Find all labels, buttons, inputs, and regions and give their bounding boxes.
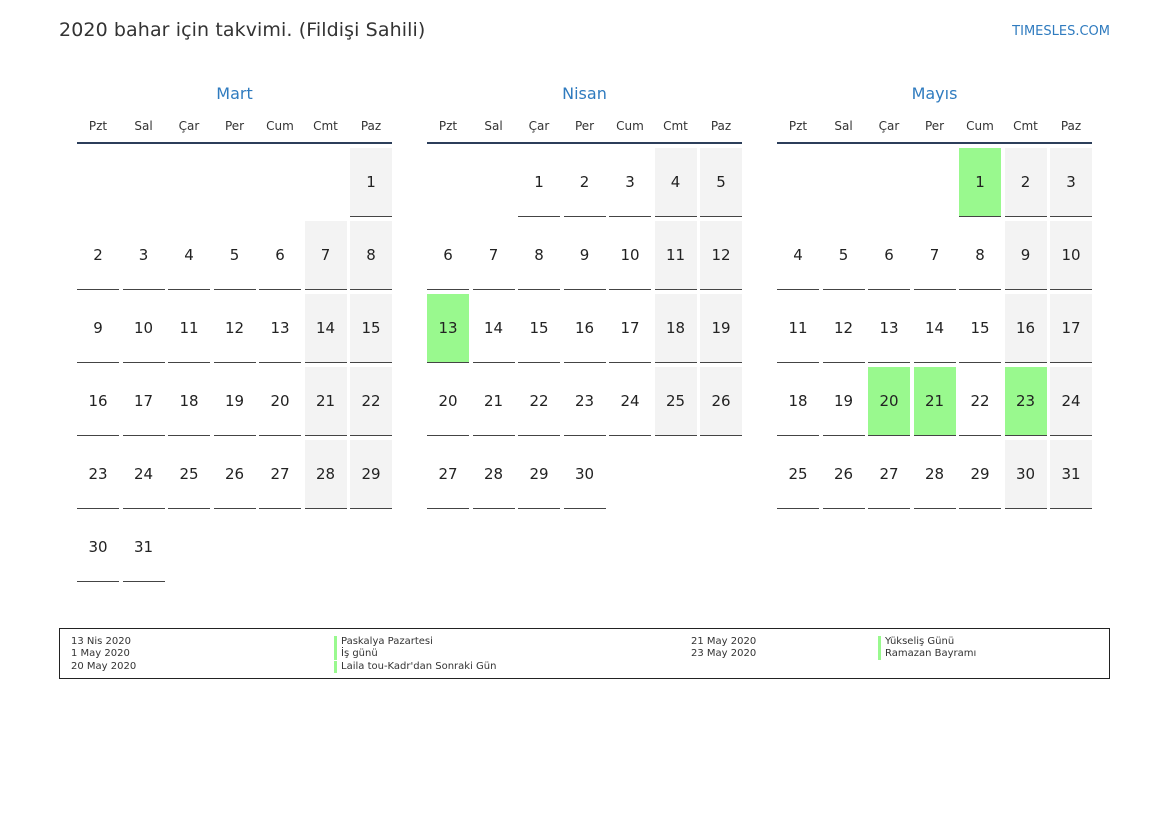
weekday-label: Çar: [178, 119, 200, 133]
legend-holiday-name: Laila tou-Kadr'dan Sonraki Gün: [334, 661, 496, 673]
day-cell: 7: [473, 221, 515, 290]
day-cell: 16: [564, 294, 606, 363]
holiday-legend: [59, 628, 1110, 679]
weekday-label: Pzt: [88, 119, 108, 133]
day-cell: 11: [655, 221, 697, 290]
legend-holiday-name: Ramazan Bayramı: [878, 648, 976, 660]
day-cell: 30: [77, 513, 119, 582]
day-cell: 6: [427, 221, 469, 290]
day-cell: 2: [1005, 148, 1047, 217]
legend-holiday-name: Paskalya Pazartesi: [334, 636, 433, 648]
day-cell: 28: [914, 440, 956, 509]
weekday-label: Cum: [266, 119, 294, 133]
day-cell: 14: [473, 294, 515, 363]
day-cell: 3: [123, 221, 165, 290]
day-cell: 7: [914, 221, 956, 290]
weekday-label: Per: [924, 119, 945, 133]
day-cell: 24: [1050, 367, 1092, 436]
day-cell: 13: [868, 294, 910, 363]
day-cell: 15: [959, 294, 1001, 363]
day-cell: 7: [305, 221, 347, 290]
day-cell: 5: [700, 148, 742, 217]
holiday-day-cell: 20: [868, 367, 910, 436]
day-cell: 20: [427, 367, 469, 436]
day-cell: 27: [259, 440, 301, 509]
day-cell: 23: [564, 367, 606, 436]
day-cell: 14: [914, 294, 956, 363]
day-cell: 26: [823, 440, 865, 509]
day-cell: 30: [564, 440, 606, 509]
weekday-label: Paz: [1060, 119, 1082, 133]
day-cell: 4: [168, 221, 210, 290]
day-cell: 11: [168, 294, 210, 363]
weekday-label: Paz: [710, 119, 732, 133]
day-cell: 12: [214, 294, 256, 363]
day-cell: 24: [123, 440, 165, 509]
holiday-day-cell: 21: [914, 367, 956, 436]
day-cell: 4: [777, 221, 819, 290]
day-cell: 26: [700, 367, 742, 436]
month-name: Mart: [216, 84, 253, 103]
legend-holiday-name: İş günü: [334, 648, 378, 660]
day-cell: 26: [214, 440, 256, 509]
day-cell: 18: [655, 294, 697, 363]
day-cell: 27: [427, 440, 469, 509]
day-cell: 21: [473, 367, 515, 436]
weekday-header: [427, 118, 742, 144]
day-cell: 16: [77, 367, 119, 436]
weekday-label: Paz: [360, 119, 382, 133]
weekday-label: Cmt: [663, 119, 688, 133]
day-cell: 16: [1005, 294, 1047, 363]
day-cell: 13: [259, 294, 301, 363]
day-cell: 14: [305, 294, 347, 363]
weekday-label: Per: [224, 119, 245, 133]
day-cell: 2: [77, 221, 119, 290]
day-cell: 22: [959, 367, 1001, 436]
day-cell: 12: [700, 221, 742, 290]
day-cell: 1: [350, 148, 392, 217]
day-cell: 8: [518, 221, 560, 290]
month-name: Mayıs: [911, 84, 958, 103]
day-cell: 18: [777, 367, 819, 436]
month-1: [77, 82, 392, 556]
day-cell: 9: [77, 294, 119, 363]
weekday-label: Pzt: [438, 119, 458, 133]
legend-date: 1 May 2020: [71, 648, 130, 659]
weekday-label: Pzt: [788, 119, 808, 133]
day-cell: 25: [777, 440, 819, 509]
day-cell: 3: [1050, 148, 1092, 217]
day-cell: 2: [564, 148, 606, 217]
site-link[interactable]: TIMESLES.COM: [1012, 24, 1110, 39]
weekday-label: Cmt: [313, 119, 338, 133]
day-cell: 8: [350, 221, 392, 290]
day-cell: 22: [518, 367, 560, 436]
weekday-label: Çar: [528, 119, 550, 133]
day-cell: 19: [823, 367, 865, 436]
day-cell: 25: [655, 367, 697, 436]
weekday-label: Cum: [616, 119, 644, 133]
day-cell: 5: [214, 221, 256, 290]
day-cell: 4: [655, 148, 697, 217]
day-cell: 27: [868, 440, 910, 509]
weekday-label: Çar: [878, 119, 900, 133]
day-cell: 9: [1005, 221, 1047, 290]
weekday-label: Sal: [484, 119, 503, 133]
month-3: [777, 82, 1092, 483]
day-cell: 10: [1050, 221, 1092, 290]
weekday-header: [77, 118, 392, 144]
holiday-day-cell: 1: [959, 148, 1001, 217]
day-cell: 10: [609, 221, 651, 290]
day-cell: 20: [259, 367, 301, 436]
day-cell: 28: [473, 440, 515, 509]
month-name: Nisan: [562, 84, 607, 103]
day-cell: 15: [518, 294, 560, 363]
weekday-label: Sal: [834, 119, 853, 133]
day-cell: 6: [259, 221, 301, 290]
day-cell: 8: [959, 221, 1001, 290]
day-cell: 15: [350, 294, 392, 363]
day-cell: 19: [214, 367, 256, 436]
day-cell: 19: [700, 294, 742, 363]
day-cell: 29: [959, 440, 1001, 509]
day-cell: 12: [823, 294, 865, 363]
day-cell: 9: [564, 221, 606, 290]
weekday-label: Cum: [966, 119, 994, 133]
day-cell: 29: [350, 440, 392, 509]
day-cell: 17: [123, 367, 165, 436]
day-cell: 5: [823, 221, 865, 290]
day-cell: 24: [609, 367, 651, 436]
day-cell: 10: [123, 294, 165, 363]
day-cell: 1: [518, 148, 560, 217]
day-cell: 21: [305, 367, 347, 436]
day-cell: 18: [168, 367, 210, 436]
legend-holiday-name: Yükseliş Günü: [878, 636, 954, 648]
day-cell: 31: [1050, 440, 1092, 509]
day-cell: 28: [305, 440, 347, 509]
day-cell: 3: [609, 148, 651, 217]
legend-date: 21 May 2020: [691, 636, 757, 647]
legend-date: 20 May 2020: [71, 661, 137, 672]
month-2: [427, 82, 742, 483]
day-cell: 17: [1050, 294, 1092, 363]
day-cell: 31: [123, 513, 165, 582]
weekday-label: Per: [574, 119, 595, 133]
holiday-day-cell: 23: [1005, 367, 1047, 436]
day-cell: 6: [868, 221, 910, 290]
day-cell: 17: [609, 294, 651, 363]
day-cell: 29: [518, 440, 560, 509]
day-cell: 23: [77, 440, 119, 509]
legend-date: 13 Nis 2020: [71, 636, 131, 647]
legend-date: 23 May 2020: [691, 648, 757, 659]
day-cell: 22: [350, 367, 392, 436]
holiday-day-cell: 13: [427, 294, 469, 363]
day-cell: 25: [168, 440, 210, 509]
weekday-label: Cmt: [1013, 119, 1038, 133]
day-cell: 30: [1005, 440, 1047, 509]
weekday-label: Sal: [134, 119, 153, 133]
day-cell: 11: [777, 294, 819, 363]
weekday-header: [777, 118, 1092, 144]
page-title: 2020 bahar için takvimi. (Fildişi Sahili): [59, 19, 426, 41]
